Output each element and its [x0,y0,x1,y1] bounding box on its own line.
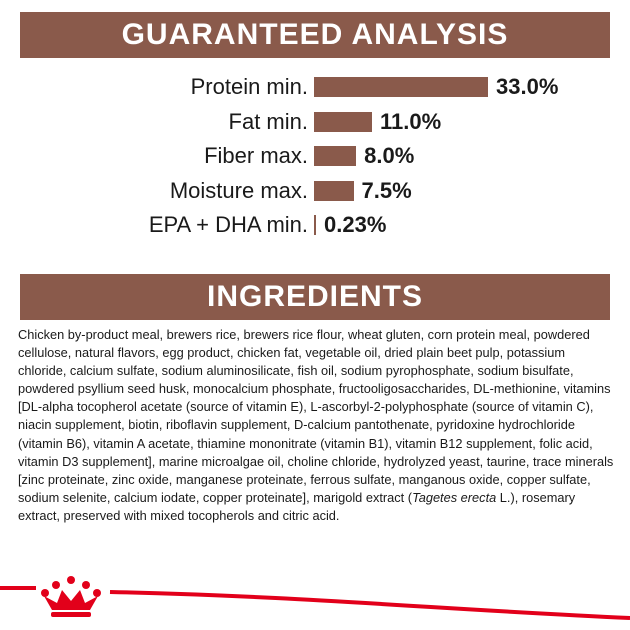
footer-brand-band [0,568,630,630]
ingredients-text-end: L.), rosemary extract, preserved with mixed tocopherols and citric acid. [18,489,576,523]
analysis-value-label: 8.0% [364,143,415,168]
ingredients-text-start: Chicken by-product meal, brewers rice, brewers rice flour, wheat gluten, corn protein meal, powdered cellulose, natural flavors, egg product, chicken fat, vegetable oil, dried plain beet pulp, potassium chloride, calcium sulfate, sodium aluminosilicate, fish oil, sodium pyrophosphate, sodium bisulfate, powdered psyllium seed husk, monocalcium phosphate, fructooligosaccharides, DL-methionine, vitamins [DL-alpha tocopherol acetate (source of vitamin E), L-ascorbyl-2-polyphosphate (source of vitamin C), niacin supplement, biotin, riboflavin supplement, D-calcium pantothenate, pyridoxine hydrochloride (vitamin B6), vitamin A acetate, thiamine mononitrate (vitamin B1), vitamin B12 supplement, folic acid, vitamin D3 supplement], marine microalgae oil, choline chloride, hydrolyzed yeast, taurine, trace minerals [zinc proteinate, zinc oxide, manganese proteinate, ferrous sulfate, manganous oxide, copper sulfate, sodium selenite, calcium iodate, copper proteinate], marigold extract ( [18,327,614,505]
analysis-bar [314,77,488,97]
guaranteed-analysis-header [20,12,610,58]
analysis-row-label: Fat min. [228,108,308,134]
analysis-row [0,70,630,104]
ingredients-text-italic: Tagetes erecta [412,489,497,505]
guaranteed-analysis-chart [0,70,630,250]
ingredients-title: INGREDIENTS [206,280,424,313]
analysis-value-label: 7.5% [361,177,412,203]
analysis-row [0,105,630,139]
analysis-row-label: Fiber max. [204,143,308,168]
analysis-bar [314,112,372,132]
analysis-row-label: EPA + DHA min. [148,212,308,237]
guaranteed-analysis-title: GUARANTEED ANALYSIS [121,18,509,51]
crown-icon [38,574,104,620]
ingredients-list [18,326,616,525]
analysis-value-label: 0.23% [324,212,387,237]
ingredients-header [20,274,610,320]
analysis-value-label: 33.0% [496,74,559,99]
analysis-bar [314,215,316,235]
analysis-row [0,139,630,173]
analysis-bar [314,181,354,201]
analysis-value-label: 11.0% [380,108,442,134]
analysis-row-label: Moisture max. [169,177,308,203]
analysis-row [0,208,630,242]
analysis-row [0,174,630,208]
analysis-bar [314,146,356,166]
analysis-row-label: Protein min. [190,74,308,99]
